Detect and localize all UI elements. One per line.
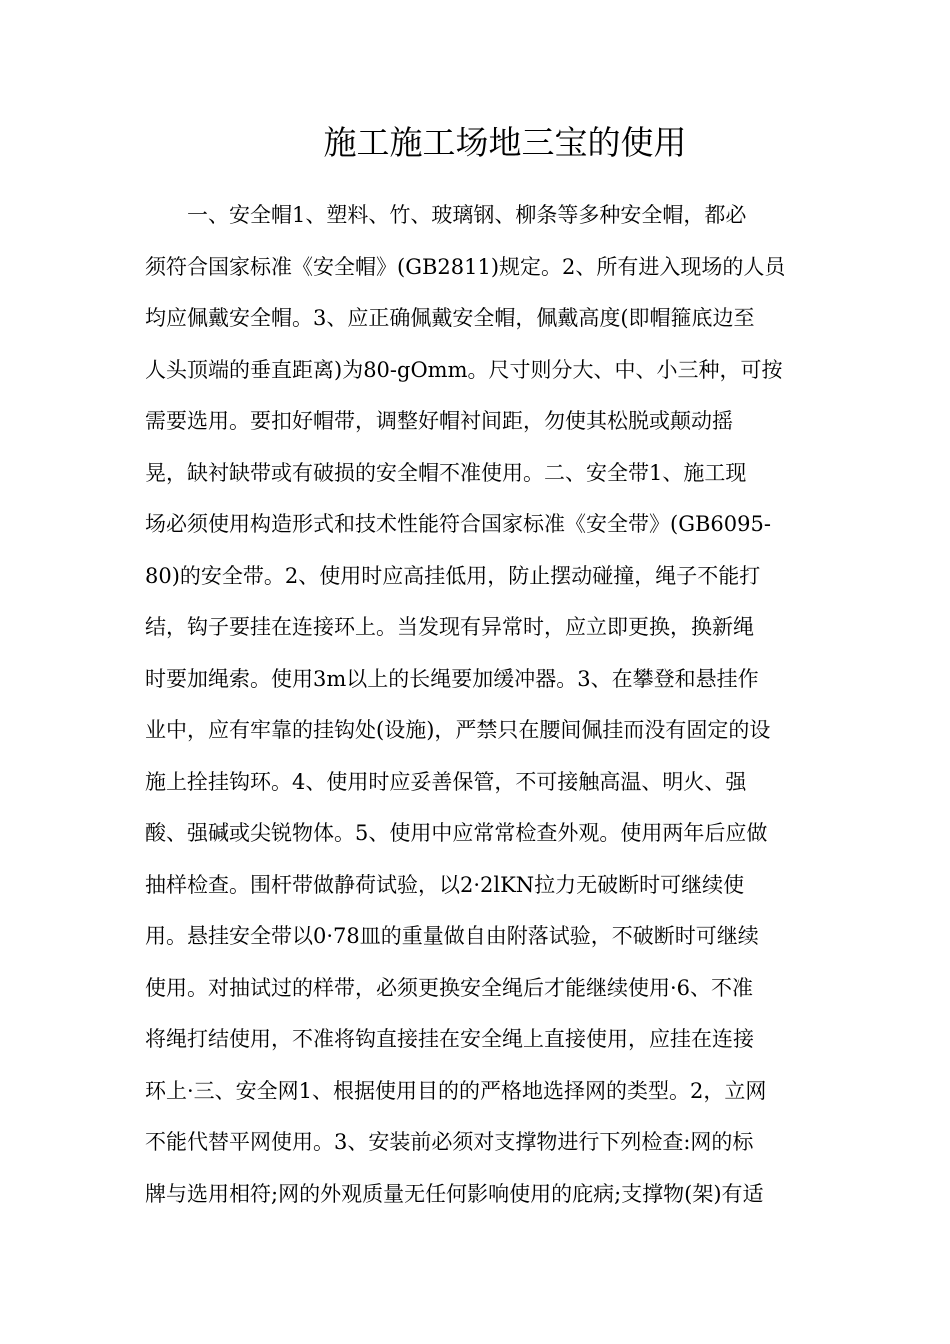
document-body (145, 190, 815, 1220)
body-line: 业中，应有牢靠的挂钩处(设施)，严禁只在腰间佩挂而没有固定的设 (145, 718, 771, 742)
body-line: 施上拴挂钩环。4、使用时应妥善保管，不可接触高温、明火、强 (145, 769, 747, 794)
body-line: 抽样检查。围杆带做静荷试验，以2·2lKN拉力无破断时可继续使 (145, 872, 745, 897)
body-line: 酸、强碱或尖锐物体。5、使用中应常常检查外观。使用两年后应做 (145, 821, 768, 845)
body-line: 一、安全帽1、塑料、竹、玻璃钢、柳条等多种安全帽，都必 (187, 203, 747, 227)
body-line: 环上·三、安全网1、根据使用目的的严格地选择网的类型。2，立网 (145, 1078, 767, 1103)
body-line: 不能代替平网使用。3、安装前必须对支撑物进行下列检查:网的标 (145, 1130, 754, 1154)
body-line: 用。悬挂安全带以0·78皿的重量做自由附落试验，不破断时可继续 (145, 924, 759, 948)
body-line: 将绳打结使用，不准将钩直接挂在安全绳上直接使用，应挂在连接 (145, 1027, 754, 1051)
body-line: 使用。对抽试过的样带，必须更换安全绳后才能继续使用·6、不准 (145, 975, 754, 1000)
body-line: 人头顶端的垂直距离)为80-gOmm。尺寸则分大、中、小三种，可按 (145, 357, 783, 382)
body-line: 牌与选用相符;网的外观质量无任何影响使用的庇病;支撑物(架)有适 (145, 1181, 764, 1206)
body-line: 场必须使用构造形式和技术性能符合国家标准《安全带》(GB6095- (145, 512, 771, 536)
body-line: 需要选用。要扣好帽带，调整好帽衬间距，勿使其松脱或颠动摇 (145, 409, 733, 433)
document-title: 施工施工场地三宝的使用 (323, 123, 687, 162)
body-line: 80)的安全带。2、使用时应高挂低用，防止摆动碰撞，绳子不能打 (145, 563, 761, 588)
body-line: 结，钩子要挂在连接环上。当发现有异常时，应立即更换，换新绳 (145, 615, 754, 639)
body-line: 均应佩戴安全帽。3、应正确佩戴安全帽，佩戴高度(即帽箍底边至 (145, 306, 755, 330)
body-line: 时要加绳索。使用3m以上的长绳要加缓冲器。3、在攀登和悬挂作 (145, 666, 759, 691)
body-line: 须符合国家标准《安全帽》(GB2811)规定。2、所有进入现场的人员 (145, 254, 786, 279)
body-line: 晃，缺衬缺带或有破损的安全帽不准使用。二、安全带1、施工现 (145, 460, 747, 485)
